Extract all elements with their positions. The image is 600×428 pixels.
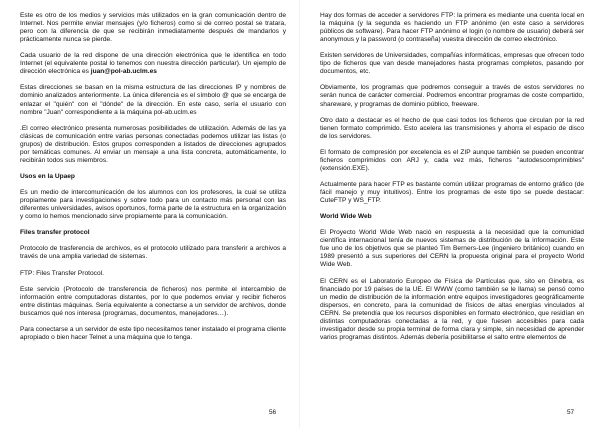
paragraph-with-email <box>20 52 286 76</box>
email-example: juan@pol-ab.uclm.es <box>90 68 157 76</box>
right-page <box>300 0 600 428</box>
paragraph: .El correo electrónico presenta numerosas posibilidades de utilización. Además de las ya clásicas de comunicación entre varias personas conectadas podemos utilizar las listas (o grupos) de distribución. Estos grupos corresponden a listados de direcciones agrupados por temáticas comunes. Al enviar un mensaje a una lista concreta, automáticamente, lo recibirán todos sus miembros. <box>20 124 286 164</box>
paragraph: Estas direcciones se basan en la misma estructura de las direcciones IP y nombres de dominio analizados anteriormente. La única diferencia es el símbolo @ que se encarga de enlazar el "quién" con el "dónde" de la dirección. En este caso, sería el usuario con nombre "Juan" correspondiente a la máquina pol-ab.uclm.es <box>20 84 286 116</box>
paragraph: Obviamente, los programas que podremos conseguir a través de estos servidores no serán nunca de carácter comercial. Podremos encontrar programas de coste compartido, shareware, y programas de dominio público, freeware. <box>320 84 584 108</box>
paragraph: El CERN es el Laboratorio Europeo de Física de Partículas que, sito en Ginebra, es financiado por 19 países de la UE. El WWW (como también se le llama) se pensó como un medio de distribución de la información entre equipos investigadores geográficamente dispersos, en concreto, para la comunidad de físicos de altas energías vinculados al CERN. Se pretendía que los recursos disponibles en formato electrónico, que residían en distintas computadoras conectadas a la red, y que fuesen accesibles para cada investigador desde su propia terminal de forma clara y simple, sin necesidad de aprender varios programas distintos. Además debería posibilitarse el salto entre elementos de <box>320 277 584 341</box>
section-heading: Usos en la Upaep <box>20 172 75 180</box>
paragraph: Es un medio de intercomunicación de los alumnos con los profesores, la cual se utiliza propiamente para investigaciones y sobre todo para un contacto más personal con las diferentes universidades, avisos oportunos, forma parte de la estructura en la organización y como lo hemos mencionado sirve propiamente para la comunicación. <box>20 189 286 221</box>
paragraph: Este es otro de los medios y servicios más utilizados en la gran comunicación dentro de Internet. Nos permite enviar mensajes (y/o ficheros) como si de correo postal se tratara, pero con la diferencia de que se recibirán inmediatamente después de mandarlos y prácticamente nunca se pierde. <box>20 12 286 44</box>
paragraph-text: Cada usuario de la red dispone de una dirección electrónica que le identifica en todo Internet (el equivalente postal lo tenemos con nuestra dirección particular). Un ejemplo de dirección electrónica es <box>20 52 286 76</box>
paragraph: Hay dos formas de acceder a servidores FTP: la primera es mediante una cuenta local en la máquina (y la segunda es haciendo un FTP anónimo (en este caso a servidores públicos de software). Para hacer FTP anónimo el login (o nombre de usuario) deberá ser anonymous y la password (o contraseña) vuestra dirección de correo electrónico. <box>320 12 584 44</box>
page-number: 56 <box>269 409 277 416</box>
paragraph: Existen servidores de Universidades, compañías informáticas, empresas que ofrecen todo tipo de ficheros que van desde manejadores hasta programas completos, pasando por documentos, etc. <box>320 52 584 76</box>
paragraph: Para conectarse a un servidor de este tipo necesitamos tener instalado el programa cliente apropiado o bien hacer Telnet a una máquina que lo tenga. <box>20 325 286 341</box>
section-heading: World Wide Web <box>320 213 372 221</box>
paragraph: Actualmente para hacer FTP es bastante común utilizar programas de entorno gráfico (de fácil manejo y muy intuitivos). Entre los programas de este tipo se puede destacar: CuteFTP y WS_FTP. <box>320 180 584 205</box>
paragraph: FTP: Files Transfer Protocol. <box>20 269 104 277</box>
section-heading: Files transfer protocol <box>20 229 90 237</box>
paragraph: El Proyecto World Wide Web nació en respuesta a la necesidad que la comunidad científica internacional tenía de nuevos sistemas de distribución de la información. Este fue uno de los objetivos que se planteó Tim Berners-Lee (ingeniero británico) cuando en 1989 presentó a sus superiores del CERN la propuesta original para el proyecto World Wide Web. <box>320 229 584 269</box>
paragraph: Protocolo de trasferencia de archivos, es el protocolo utilizado para transferir a archivos a través de una amplia variedad de sistemas. <box>20 245 286 261</box>
paragraph: Otro dato a destacar es el hecho de que casi todos los ficheros que circulan por la red tienen formato comprimido. Esto acelera las transmisiones y ahorra el espacio de disco de los servidores. <box>320 116 584 140</box>
paragraph: El formato de compresión por excelencia es el ZIP aunque también se pueden encontrar ficheros comprimidos con ARJ y, cada vez más, ficheros "autodescomprimibles" (extensión.EXE). <box>320 148 584 172</box>
left-column <box>20 12 286 350</box>
paragraph: Este servicio (Protocolo de transferencia de ficheros) nos permite el intercambio de información entre computadoras distantes, por lo que podemos enviar y recibir ficheros entre distintas máquinas. Sería equivalente a conectarse a un servidor de archivos, donde buscamos qué nos interesa (programas, documentos, manejadores…). <box>20 285 286 317</box>
right-column <box>320 12 584 350</box>
page-number: 57 <box>567 409 575 416</box>
